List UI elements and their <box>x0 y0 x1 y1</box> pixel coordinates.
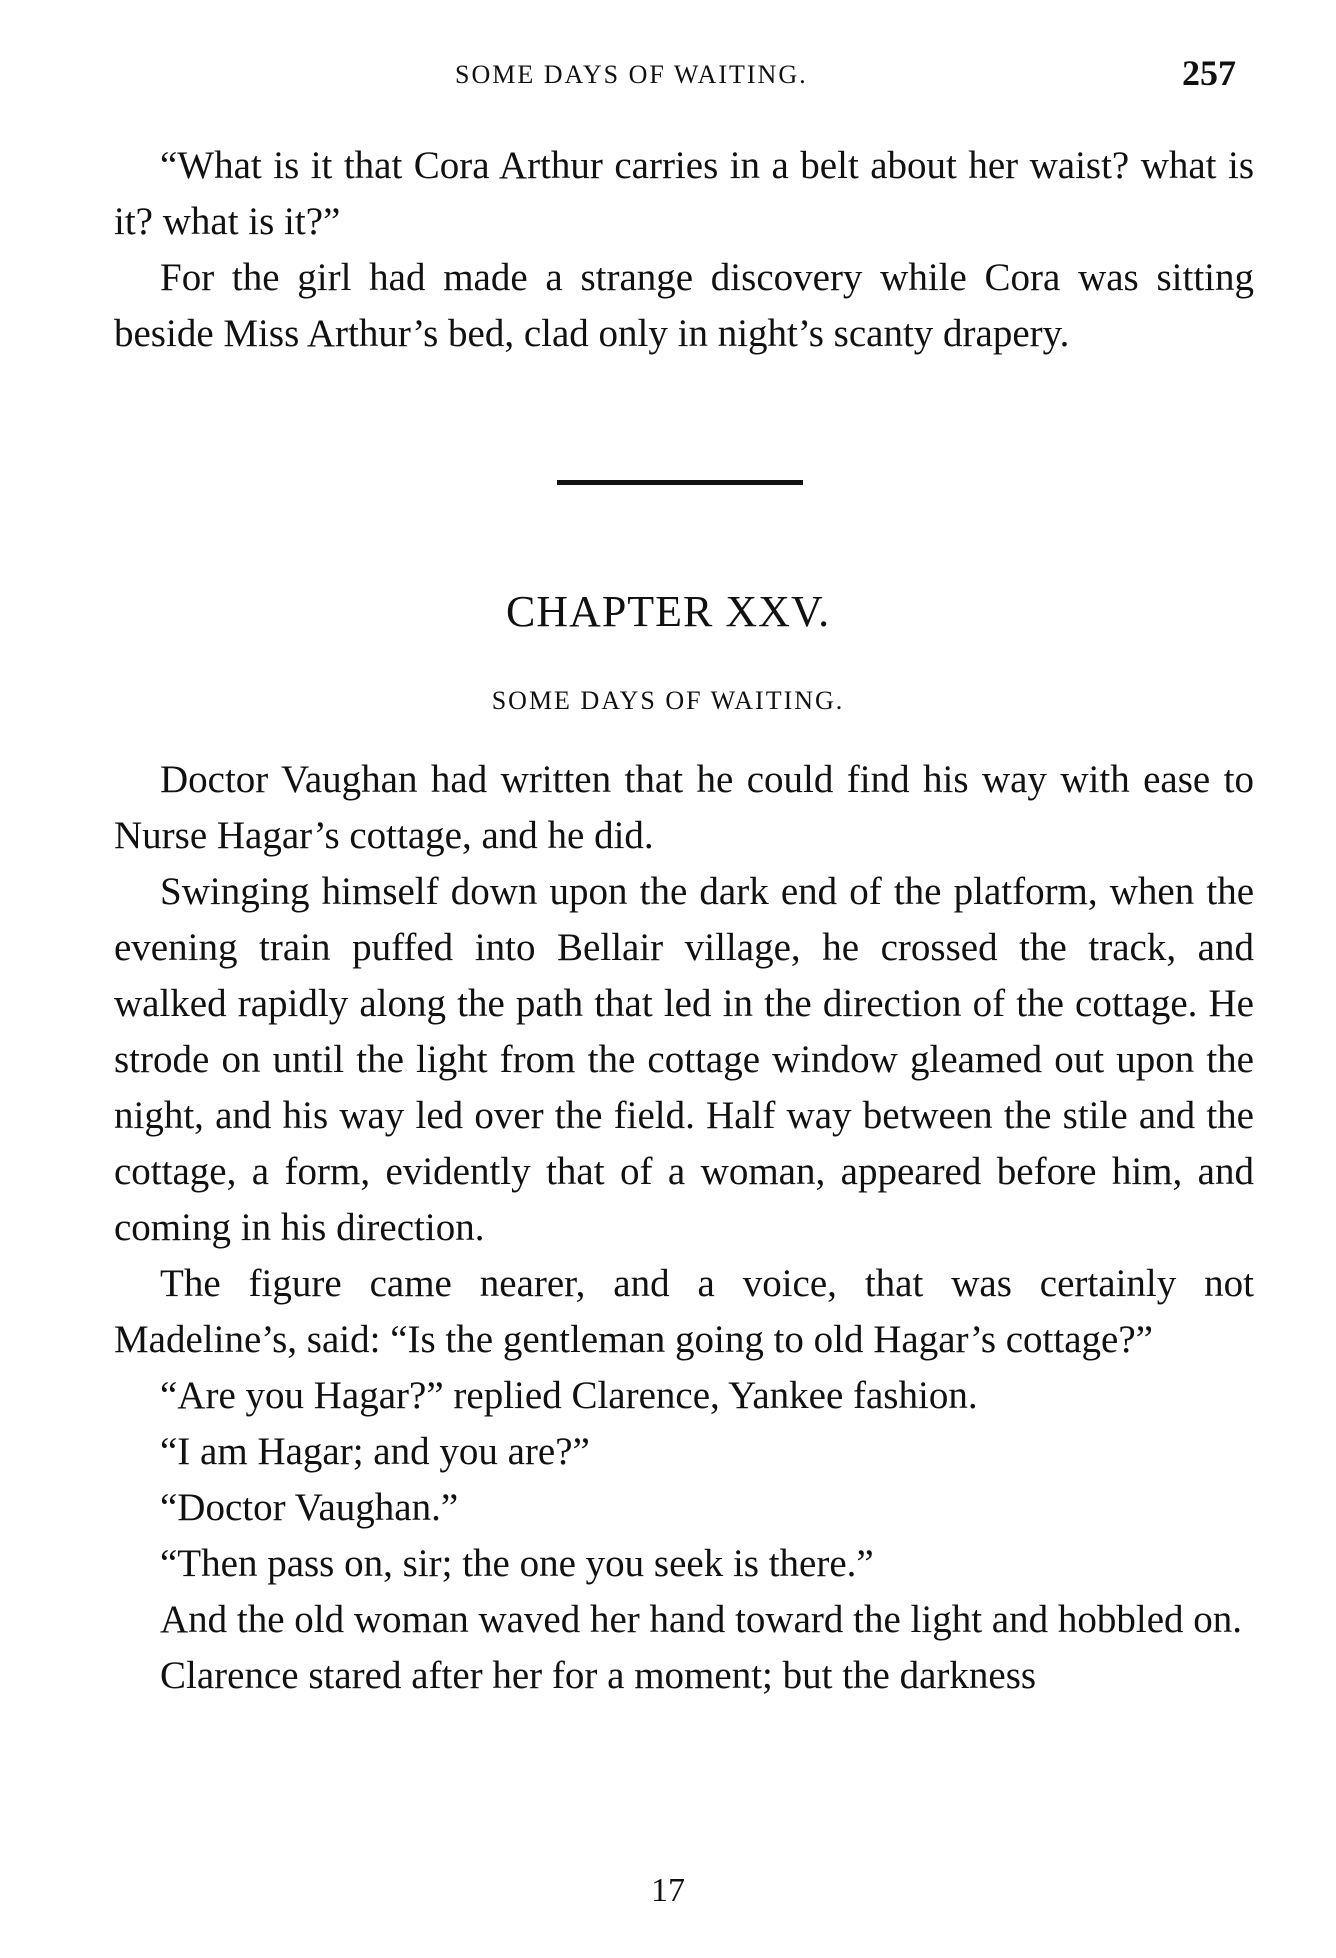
running-head <box>0 52 1336 102</box>
running-title: SOME DAYS OF WAITING. <box>455 60 808 89</box>
paragraph: Doctor Vaughan had written that he could find his way with ease to Nurse Hagar’s cottage, and he did. <box>114 758 1254 857</box>
section-divider-rule <box>557 480 803 485</box>
paragraph: “Doctor Vaughan.” <box>160 1486 459 1529</box>
signature-mark: 17 <box>651 1872 685 1909</box>
paragraph: For the girl had made a strange discovery while Cora was sitting beside Miss Arthur’s bed, clad only in night’s scanty drapery. <box>114 256 1254 355</box>
paragraph: And the old woman waved her hand toward the light and hobbled on. <box>160 1598 1243 1641</box>
paragraph: “Are you Hagar?” replied Clarence, Yankee fashion. <box>160 1374 978 1417</box>
paragraph: “Then pass on, sir; the one you seek is there.” <box>160 1542 874 1585</box>
chapter-title: CHAPTER XXV. <box>505 587 831 636</box>
top-text-block <box>114 138 1254 362</box>
paragraph: “What is it that Cora Arthur carries in a belt about her waist? what is it? what is it?” <box>114 144 1254 243</box>
page-number: 257 <box>1182 53 1236 93</box>
paragraph: The figure came nearer, and a voice, that was certainly not Madeline’s, said: “Is the gentleman going to old Hagar’s cottage?” <box>114 1262 1254 1361</box>
paragraph: Swinging himself down upon the dark end of the platform, when the evening train puffed into Bellair village, he crossed the track, and walked rapidly along the path that led in the direction of the cottage. He strode on until the light from the cottage window gleamed out upon the night, and his way led over the field. Half way between the stile and the cottage, a form, evidently that of a woman, appeared before him, and coming in his direction. <box>114 870 1254 1249</box>
chapter-text-block <box>114 752 1254 1704</box>
chapter-subtitle: SOME DAYS OF WAITING. <box>491 686 845 715</box>
paragraph: Clarence stared after her for a moment; but the darkness <box>160 1654 1037 1697</box>
paragraph: “I am Hagar; and you are?” <box>160 1430 590 1473</box>
